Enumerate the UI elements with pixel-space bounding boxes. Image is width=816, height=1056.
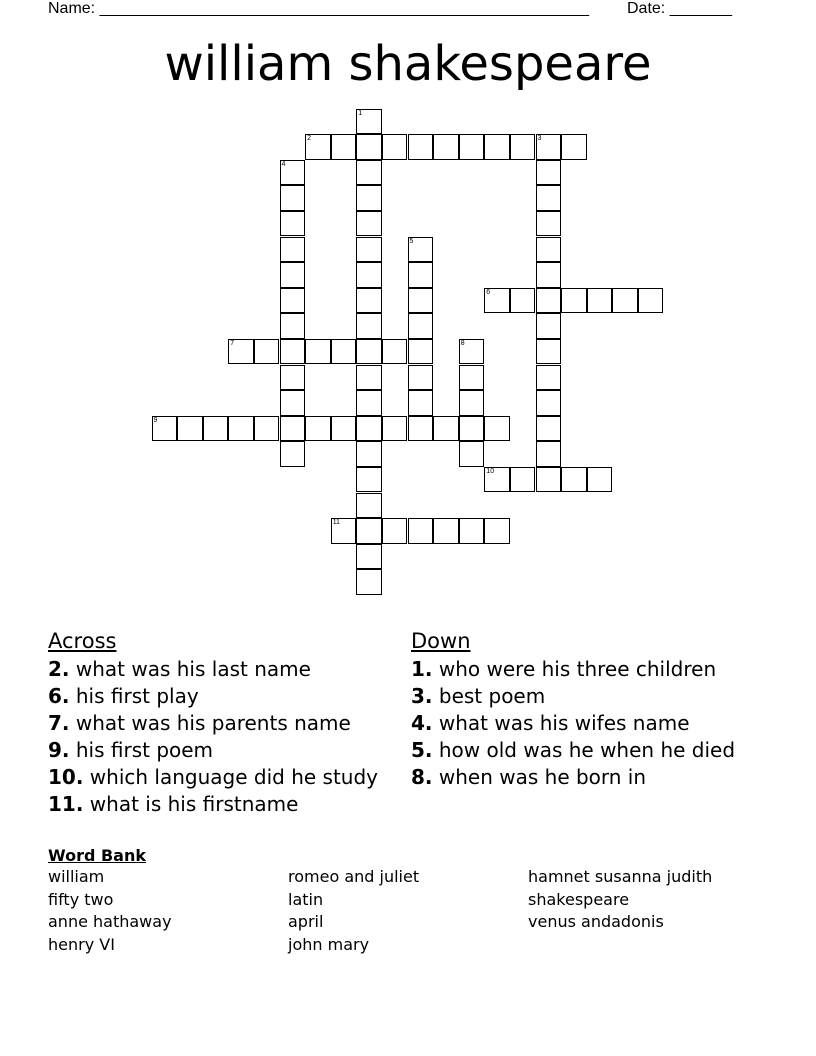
clue-down-1 [411,657,751,681]
crossword-cell[interactable] [331,134,357,160]
crossword-cell[interactable] [356,365,382,391]
crossword-cell[interactable] [561,467,587,493]
word-bank-item: april [288,912,324,931]
word-bank-item: latin [288,889,324,909]
clue-text: which language did he study [89,765,378,789]
cell-number: 1 [358,109,363,117]
crossword-cell[interactable] [536,185,562,211]
crossword-cell[interactable] [536,339,562,365]
crossword-cell[interactable] [408,313,434,339]
crossword-cell[interactable] [356,134,382,160]
crossword-cell[interactable] [280,288,306,314]
crossword-cell[interactable] [459,339,485,365]
crossword-cell[interactable] [356,493,382,519]
word-bank [48,846,768,956]
cell-number: 5 [409,237,414,245]
clue-text: his first poem [75,738,214,762]
clue-across-2 [48,657,398,681]
crossword-cell[interactable] [612,288,638,314]
crossword-cell[interactable] [408,416,434,442]
crossword-cell[interactable] [356,237,382,263]
crossword-cell[interactable] [536,441,562,467]
clue-down-3 [411,684,751,708]
clue-number: 1. [411,657,433,681]
page-title: william shakespeare [164,36,652,92]
date-field[interactable]: Date: _______ [627,0,732,17]
crossword-cell[interactable] [459,441,485,467]
crossword-cell[interactable] [177,416,203,442]
cell-number: 8 [460,339,465,347]
crossword-cell[interactable] [459,134,485,160]
crossword-cell[interactable] [459,416,485,442]
clue-across-11 [48,792,398,816]
down-clues [411,628,751,792]
crossword-cell[interactable] [331,416,357,442]
crossword-cell[interactable] [228,339,254,365]
crossword-cell[interactable] [408,134,434,160]
cell-number: 2 [307,135,311,143]
across-heading: Across [48,629,117,653]
crossword-cell[interactable] [356,262,382,288]
crossword-cell[interactable] [331,518,357,544]
crossword-cell[interactable] [280,365,306,391]
clue-text: who were his three children [438,657,717,681]
clue-text: what was his parents name [75,711,351,735]
crossword-cell[interactable] [561,288,587,314]
cell-number: 9 [153,416,158,424]
word-bank-item: venus andadonis [528,912,664,931]
crossword-cell[interactable] [280,390,306,416]
crossword-cell[interactable] [408,288,434,314]
clue-down-4 [411,711,751,735]
cell-number: 7 [230,339,235,347]
crossword-cell[interactable] [305,339,331,365]
crossword-cell[interactable] [536,365,562,391]
crossword-cell[interactable] [536,416,562,442]
name-field[interactable]: Name: _______________________________________________________ [48,0,589,17]
cell-number: 6 [486,288,491,296]
crossword-cell[interactable] [536,134,562,160]
crossword-cell[interactable] [433,134,459,160]
crossword-cell[interactable] [484,288,510,314]
word-bank-item: william [48,867,105,886]
clue-number: 7. [48,711,70,735]
crossword-cell[interactable] [356,441,382,467]
crossword-cell[interactable] [280,211,306,237]
crossword-cell[interactable] [433,518,459,544]
cell-number: 4 [281,160,286,168]
crossword-cell[interactable] [408,518,434,544]
crossword-cell[interactable] [280,262,306,288]
crossword-cell[interactable] [356,467,382,493]
crossword-cell[interactable] [408,237,434,263]
cell-number: 3 [537,135,542,143]
clue-text: when was he born in [438,765,647,789]
crossword-cell[interactable] [536,390,562,416]
crossword-cell[interactable] [280,313,306,339]
clue-across-10 [48,765,398,789]
cell-number: 11 [332,519,340,527]
crossword-cell[interactable] [587,288,613,314]
word-bank-item: henry VI [48,934,115,954]
crossword-cell[interactable] [356,339,382,365]
clue-number: 3. [411,684,433,708]
crossword-cell[interactable] [356,109,382,135]
crossword-cell[interactable] [356,518,382,544]
crossword-cell[interactable] [280,160,306,186]
crossword-cell[interactable] [152,416,178,442]
cell-number: 10 [486,467,495,475]
clue-number: 2. [48,657,70,681]
crossword-cell[interactable] [382,416,408,442]
crossword-cell[interactable] [536,237,562,263]
crossword-cell[interactable] [254,339,280,365]
clue-text: best poem [438,684,546,708]
clue-text: what was his last name [75,657,311,681]
word-bank-item: anne hathaway [48,912,172,931]
crossword-cell[interactable] [280,339,306,365]
clue-across-6 [48,684,398,708]
crossword-cell[interactable] [356,288,382,314]
crossword-cell[interactable] [536,211,562,237]
crossword-cell[interactable] [254,416,280,442]
clue-number: 8. [411,765,433,789]
crossword-cell[interactable] [408,262,434,288]
crossword-cell[interactable] [459,390,485,416]
crossword-cell[interactable] [203,416,229,442]
crossword-cell[interactable] [536,288,562,314]
crossword-cell[interactable] [510,134,536,160]
crossword-cell[interactable] [356,160,382,186]
crossword-cell[interactable] [356,390,382,416]
word-bank-item: romeo and juliet [288,867,420,886]
crossword-cell[interactable] [510,467,536,493]
clue-text: how old was he when he died [438,738,736,762]
crossword-cell[interactable] [356,313,382,339]
crossword-cell[interactable] [280,441,306,467]
clue-text: his first play [75,684,199,708]
clue-across-9 [48,738,398,762]
crossword-cell[interactable] [561,134,587,160]
clue-down-5 [411,738,751,762]
crossword-cell[interactable] [356,185,382,211]
crossword-cell[interactable] [305,416,331,442]
crossword-cell[interactable] [638,288,664,314]
crossword-cell[interactable] [305,134,331,160]
crossword-cell[interactable] [280,416,306,442]
down-heading: Down [411,629,471,653]
crossword-cell[interactable] [280,237,306,263]
crossword-cell[interactable] [587,467,613,493]
crossword-cell[interactable] [228,416,254,442]
clue-number: 10. [48,765,84,789]
crossword-cell[interactable] [536,160,562,186]
word-bank-title: Word Bank [48,846,147,865]
word-bank-list [48,866,768,956]
crossword-cell[interactable] [331,339,357,365]
crossword-cell[interactable] [433,416,459,442]
clue-text: what is his firstname [89,792,299,816]
crossword-cell[interactable] [459,365,485,391]
crossword-cell[interactable] [408,365,434,391]
word-bank-item: fifty two [48,889,114,909]
clue-text: what was his wifes name [438,711,690,735]
crossword-cell[interactable] [356,569,382,595]
crossword-cell[interactable] [484,518,510,544]
crossword-cell[interactable] [536,467,562,493]
clue-across-7 [48,711,398,735]
clue-number: 11. [48,792,84,816]
word-bank-item: shakespeare [528,889,630,909]
clue-number: 6. [48,684,70,708]
clue-down-8 [411,765,751,789]
crossword-cell[interactable] [536,313,562,339]
word-bank-item: john mary [288,934,370,954]
crossword-cell[interactable] [280,185,306,211]
crossword-cell[interactable] [382,134,408,160]
crossword-cell[interactable] [484,134,510,160]
crossword-cell[interactable] [510,288,536,314]
crossword-cell[interactable] [536,262,562,288]
crossword-cell[interactable] [356,544,382,570]
word-bank-item: hamnet susanna judith [528,867,713,886]
across-clues [48,628,398,819]
crossword-cell[interactable] [459,518,485,544]
crossword-cell[interactable] [408,390,434,416]
crossword-cell[interactable] [356,416,382,442]
crossword-cell[interactable] [408,339,434,365]
crossword-cell[interactable] [382,339,408,365]
crossword-cell[interactable] [382,518,408,544]
crossword-cell[interactable] [356,211,382,237]
clue-number: 4. [411,711,433,735]
crossword-cell[interactable] [484,467,510,493]
clue-number: 5. [411,738,433,762]
crossword-cell[interactable] [484,416,510,442]
clue-number: 9. [48,738,70,762]
